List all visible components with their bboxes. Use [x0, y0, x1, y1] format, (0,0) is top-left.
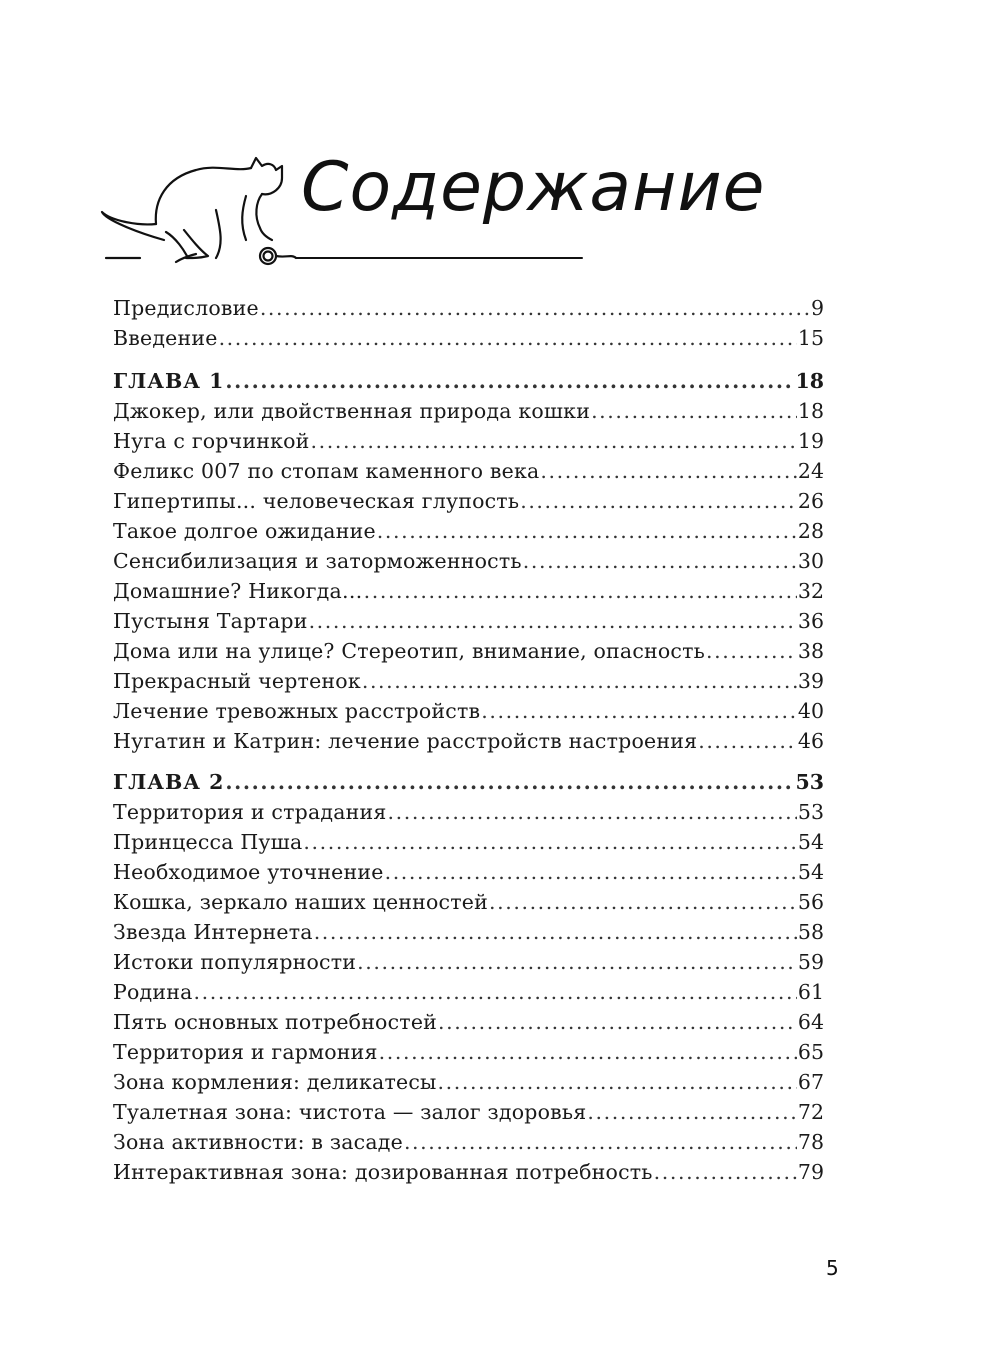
- toc-entry-title: Пустыня Тартари: [113, 609, 308, 633]
- toc-entry-page: 65: [797, 1040, 824, 1064]
- toc-entry-page: 38: [797, 639, 824, 663]
- leader-dots: [225, 366, 794, 396]
- leader-dots: [387, 797, 796, 827]
- toc-entry[interactable]: [113, 1157, 824, 1187]
- leader-dots: [540, 456, 796, 486]
- leader-dots: [489, 887, 797, 917]
- leader-dots: [303, 827, 797, 857]
- toc-entry-page: 64: [797, 1010, 824, 1034]
- toc-entry-page: 30: [797, 549, 824, 573]
- leader-dots: [481, 696, 797, 726]
- toc-title: Содержание: [301, 148, 766, 227]
- toc-entry-title: Родина: [113, 980, 193, 1004]
- toc-entry[interactable]: [113, 1127, 824, 1157]
- leader-dots: [523, 546, 797, 576]
- leader-dots: [364, 576, 797, 606]
- page-number: 5: [826, 1256, 839, 1280]
- toc-entry-title: Туалетная зона: чистота — залог здоровья: [113, 1100, 587, 1124]
- chapter-heading: ГЛАВА 1: [113, 369, 225, 393]
- toc-entry-title: Феликс 007 по стопам каменного века: [113, 459, 540, 483]
- toc-entry[interactable]: [113, 1007, 824, 1037]
- leader-dots: [379, 1037, 797, 1067]
- toc-entry[interactable]: [113, 917, 824, 947]
- toc-entry-page: 78: [797, 1130, 824, 1154]
- leader-dots: [438, 1007, 797, 1037]
- toc-entry-title: Истоки популярности: [113, 950, 357, 974]
- toc-entry-title: Пять основных потребностей: [113, 1010, 438, 1034]
- toc-entry-title: Интерактивная зона: дозированная потребность: [113, 1160, 653, 1184]
- toc-entry-page: 24: [797, 459, 824, 483]
- leader-dots: [404, 1127, 797, 1157]
- toc-entry-title: Необходимое уточнение: [113, 860, 384, 884]
- toc-entry[interactable]: [113, 456, 824, 486]
- toc-entry-page: 9: [810, 296, 824, 320]
- toc-entry-preface[interactable]: [113, 293, 824, 323]
- toc-entry[interactable]: [113, 426, 824, 456]
- toc-entry-title: Джокер, или двойственная природа кошки: [113, 399, 591, 423]
- toc-entry[interactable]: [113, 396, 824, 426]
- toc-entry-title: Сенсибилизация и заторможенность: [113, 549, 522, 573]
- toc-entry[interactable]: [113, 726, 824, 756]
- toc-entry-page: 59: [797, 950, 824, 974]
- toc-entry-title: Зона кормления: деликатесы: [113, 1070, 437, 1094]
- toc-entry-title: Нугатин и Катрин: лечение расстройств настроения: [113, 729, 698, 753]
- table-of-contents: [113, 293, 824, 1187]
- toc-entry-page: 36: [797, 609, 824, 633]
- leader-dots: [377, 516, 797, 546]
- toc-entry-title: Дома или на улице? Стереотип, внимание, опасность: [113, 639, 706, 663]
- leader-dots: [654, 1157, 797, 1187]
- toc-entry-page: 79: [797, 1160, 824, 1184]
- toc-entry[interactable]: [113, 516, 824, 546]
- toc-entry[interactable]: [113, 827, 824, 857]
- toc-entry[interactable]: [113, 947, 824, 977]
- toc-entry-title: Такое долгое ожидание: [113, 519, 376, 543]
- leader-dots: [260, 293, 810, 323]
- toc-entry-title: Нуга с горчинкой: [113, 429, 310, 453]
- toc-entry-page: 54: [797, 860, 824, 884]
- leader-dots: [225, 767, 794, 797]
- toc-entry-page: 32: [797, 579, 824, 603]
- leader-dots: [438, 1067, 797, 1097]
- leader-dots: [309, 606, 797, 636]
- toc-entry-title: Кошка, зеркало наших ценностей: [113, 890, 488, 914]
- toc-entry-introduction[interactable]: [113, 323, 824, 353]
- chapter-page: 53: [795, 770, 824, 794]
- leader-dots: [385, 857, 797, 887]
- toc-entry-title: Принцесса Пуша: [113, 830, 303, 854]
- toc-entry-title: Территория и страдания: [113, 800, 387, 824]
- toc-chapter-1[interactable]: [113, 366, 824, 396]
- toc-entry-title: Территория и гармония: [113, 1040, 378, 1064]
- toc-entry[interactable]: [113, 1067, 824, 1097]
- toc-entry[interactable]: [113, 977, 824, 1007]
- leader-dots: [357, 947, 797, 977]
- toc-entry-page: 19: [797, 429, 824, 453]
- toc-entry-page: 67: [797, 1070, 824, 1094]
- leader-dots: [362, 666, 797, 696]
- toc-entry-page: 18: [797, 399, 824, 423]
- toc-entry-title: Гипертипы... человеческая глупость: [113, 489, 520, 513]
- toc-entry-title: Домашние? Никогда…: [113, 579, 363, 603]
- toc-entry-page: 28: [797, 519, 824, 543]
- leader-dots: [194, 977, 797, 1007]
- toc-entry-page: 61: [797, 980, 824, 1004]
- toc-entry[interactable]: [113, 486, 824, 516]
- toc-entry-title: Зона активности: в засаде: [113, 1130, 403, 1154]
- chapter-heading: ГЛАВА 2: [113, 770, 225, 794]
- leader-dots: [219, 323, 797, 353]
- toc-entry[interactable]: [113, 1097, 824, 1127]
- leader-dots: [311, 426, 797, 456]
- toc-entry-page: 72: [797, 1100, 824, 1124]
- toc-entry-page: 15: [797, 326, 824, 350]
- toc-entry-page: 58: [797, 920, 824, 944]
- leader-dots: [520, 486, 797, 516]
- toc-entry-title: Введение: [113, 326, 218, 350]
- toc-entry[interactable]: [113, 696, 824, 726]
- toc-header: [96, 140, 766, 270]
- toc-entry-title: Звезда Интернета: [113, 920, 313, 944]
- toc-entry-page: 26: [797, 489, 824, 513]
- leader-dots: [587, 1097, 797, 1127]
- toc-entry-page: 53: [797, 800, 824, 824]
- toc-entry[interactable]: [113, 797, 824, 827]
- toc-entry-page: 46: [797, 729, 824, 753]
- toc-entry[interactable]: [113, 636, 824, 666]
- toc-entry-title: Предисловие: [113, 296, 259, 320]
- toc-entry[interactable]: [113, 887, 824, 917]
- chapter-page: 18: [795, 369, 824, 393]
- leader-dots: [314, 917, 797, 947]
- toc-entry[interactable]: [113, 546, 824, 576]
- toc-entry[interactable]: [113, 606, 824, 636]
- leader-dots: [706, 636, 797, 666]
- leader-dots: [698, 726, 797, 756]
- toc-entry-page: 39: [797, 669, 824, 693]
- toc-entry[interactable]: [113, 857, 824, 887]
- toc-entry[interactable]: [113, 1037, 824, 1067]
- toc-entry-page: 56: [797, 890, 824, 914]
- toc-entry-page: 54: [797, 830, 824, 854]
- toc-entry[interactable]: [113, 576, 824, 606]
- toc-entry-page: 40: [797, 699, 824, 723]
- toc-entry-title: Прекрасный чертенок: [113, 669, 361, 693]
- toc-entry[interactable]: [113, 666, 824, 696]
- toc-chapter-2[interactable]: [113, 767, 824, 797]
- toc-entry-title: Лечение тревожных расстройств: [113, 699, 481, 723]
- leader-dots: [591, 396, 797, 426]
